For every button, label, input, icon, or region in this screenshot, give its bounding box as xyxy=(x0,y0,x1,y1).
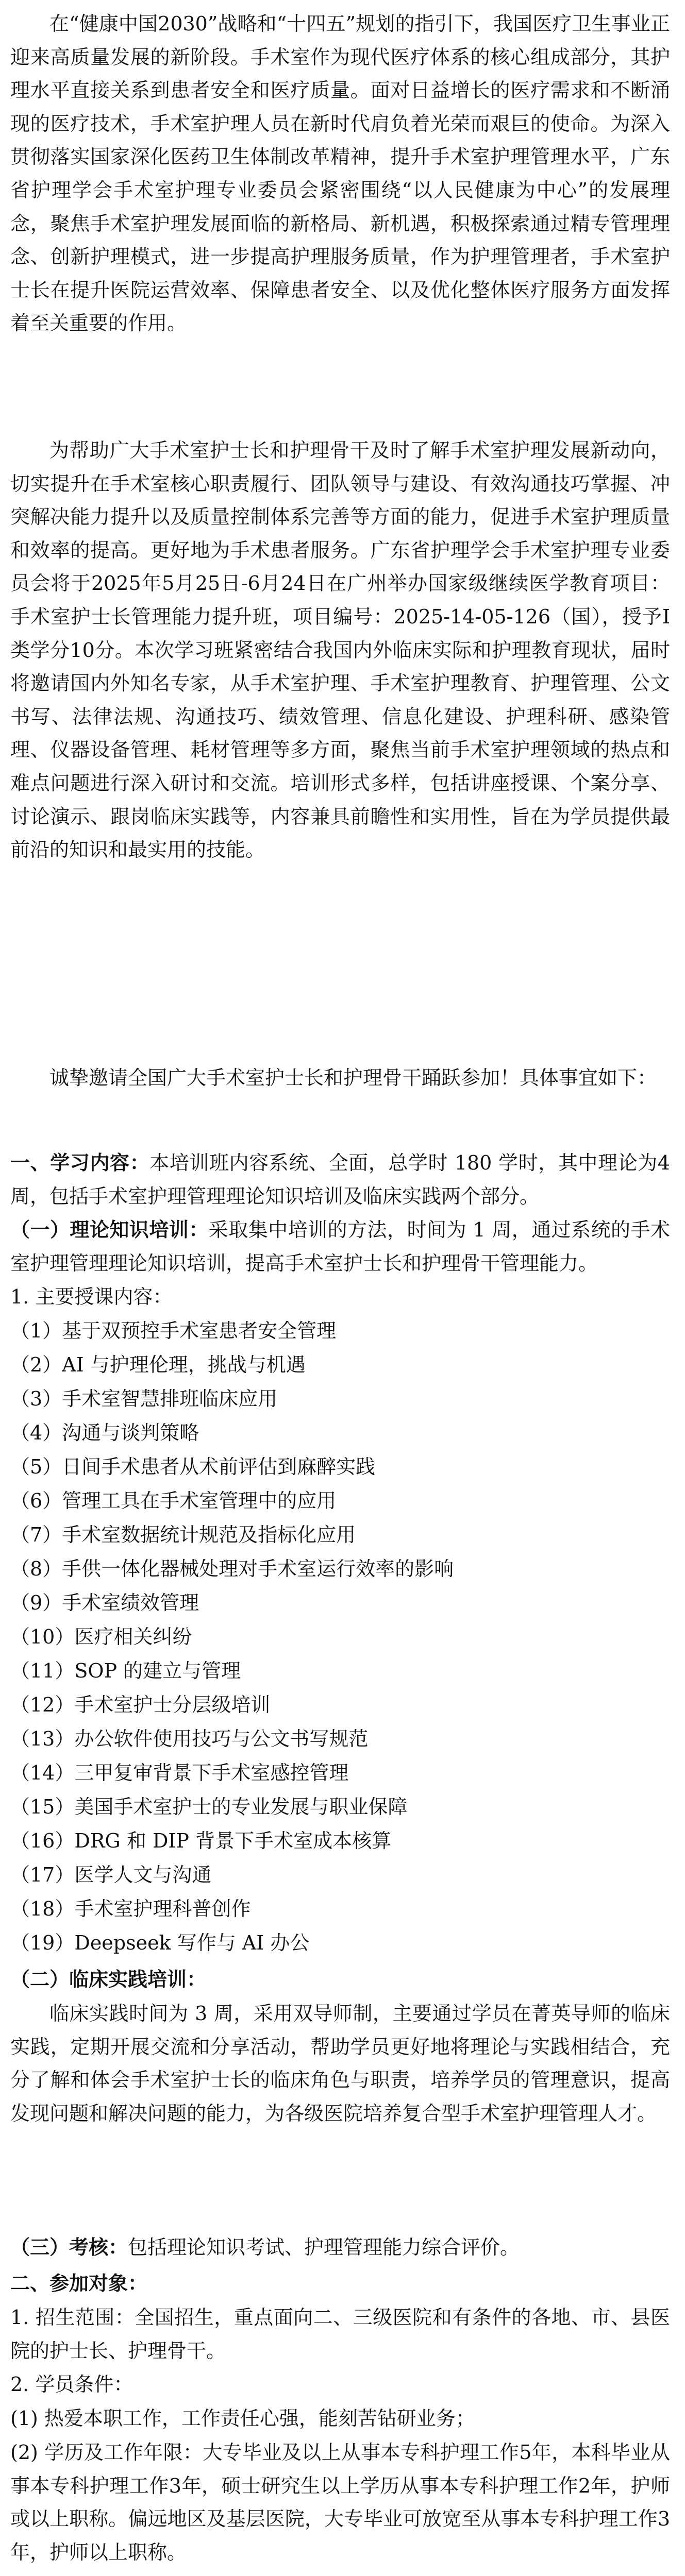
assessment-line xyxy=(10,2231,670,2264)
list-item: （4）沟通与谈判策略 xyxy=(10,1421,199,1444)
list-item: (1) 热爱本职工作，工作责任心强，能刻苦钻研业务； xyxy=(10,2407,475,2430)
list-item: （19）Deepseek 写作与 AI 办公 xyxy=(10,1931,310,1954)
assessment-text: 包括理论知识考试、护理管理能力综合评价。 xyxy=(128,2236,520,2259)
theory-subtitle: （一）理论知识培训： xyxy=(10,1218,209,1241)
section-1-content xyxy=(10,1146,670,1213)
clinical-subtitle: （二）临床实践培训： xyxy=(10,1968,207,1991)
list-item: （2）AI 与护理伦理，挑战与机遇 xyxy=(10,1353,306,1376)
list-item: (2) 学历及工作年限：大专毕业及以上从事本专科护理工作5年，本科毕业从事本专科护理工作3年，硕士研究生以上学历从事本专科护理工作2年，护师或以上职称。偏远地区及基层医院，大专毕业可放宽至从事本专科护理工作3年，护师以上职称。 xyxy=(10,2441,670,2564)
list-item: （13）办公软件使用技巧与公文书写规范 xyxy=(10,1727,369,1750)
section-1-title: 一、学习内容： xyxy=(10,1151,150,1174)
list-item: （11）SOP 的建立与管理 xyxy=(10,1659,241,1682)
list-item: （18）手术室护理科普创作 xyxy=(10,1897,251,1920)
theory-text: 采取集中培训的方法，时间为 1 周，通过系统的手术室护理管理理论知识培训，提高手术室护士长和护理骨干管理能力。 xyxy=(10,1218,670,1275)
list-item: （8）手供一体化器械处理对手术室运行效率的影响 xyxy=(10,1557,454,1580)
list-item: （7）手术室数据统计规范及指标化应用 xyxy=(10,1523,356,1546)
section-1-text: 本培训班内容系统、全面，总学时 180 学时，其中理论为4周，包括手术室护理管理理论知识培训及临床实践两个部分。 xyxy=(10,1151,670,1208)
clinical-text: 临床实践时间为 3 周，采用双导师制，主要通过学员在菁英导师的临床实践，定期开展交流和分享活动，帮助学员更好地将理论与实践相结合，充分了解和体会手术室护士长的临床角色与职责，培养学员的管理意识，提高发现问题和解决问题的能力，为各级医院培养复合型手术室护理管理人才。 xyxy=(10,2002,670,2125)
intro-paragraph-2: 为帮助广大手术室护士长和护理骨干及时了解手术室护理发展新动向，切实提升在手术室核心职责履行、团队领导与建设、有效沟通技巧掌握、冲突解决能力提升以及质量控制体系完善等方面的能力，促进手术室护理质量和效率的提高。更好地为手术患者服务。广东省护理学会手术室护理专业委员会将于2025年5月25日-6月24日在广州举办国家级继续医学教育项目：手术室护士长管理能力提升班，项目编号：2025-14-05-126（国），授予I类学分10分。本次学习班紧密结合我国内外临床实际和护理教育现状，届时将邀请国内外知名专家，从手术室护理、手术室护理教育、护理管理、公文书写、法律法规、沟通技巧、绩效管理、信息化建设、护理科研、感染管理、仪器设备管理、耗材管理等多方面，聚焦当前手术室护理领域的热点和难点问题进行深入研讨和交流。培训形式多样，包括讲座授课、个案分享、讨论演示、跟岗临床实践等，内容兼具前瞻性和实用性，旨在为学员提供最前沿的知识和最实用的技能。 xyxy=(10,439,670,861)
section-1-theory xyxy=(10,1213,670,1280)
intro-paragraph-1: 在“健康中国2030”战略和“十四五”规划的指引下，我国医疗卫生事业正迎来高质量发展的新阶段。手术室作为现代医疗体系的核心组成部分，其护理水平直接关系到患者安全和医疗质量。面对日益增长的医疗需求和不断涌现的医疗技术，手术室护理人员在新时代肩负着光荣而艰巨的使命。为深入贯彻落实国家深化医药卫生体制改革精神，提升手术室护理管理水平，广东省护理学会手术室护理专业委员会紧密围绕“以人民健康为中心”的发展理念，聚焦手术室护理发展面临的新格局、新机遇，积极探索通过精专管理理念、创新护理模式，进一步提高护理服务质量，作为护理管理者，手术室护士长在提升医院运营效率、保障患者安全、以及优化整体医疗服务方面发挥着至关重要的作用。 xyxy=(10,12,670,335)
welcome-text: 诚挚邀请全国广大手术室护士长和护理骨干踊跃参加！具体事宜如下： xyxy=(49,1066,657,1089)
list-item: （3）手术室智慧排班临床应用 xyxy=(10,1387,278,1410)
list-item xyxy=(10,2572,670,2576)
list-item: （12）手术室护士分层级培训 xyxy=(10,1693,271,1716)
topics-title: 1. 主要授课内容： xyxy=(10,1285,173,1308)
list-item: （1）基于双预控手术室患者安全管理 xyxy=(10,1319,337,1342)
section-2-title: 二、参加对象： xyxy=(10,2272,148,2295)
list-item: 2. 学员条件： xyxy=(10,2373,133,2396)
list-item: （10）医疗相关纠纷 xyxy=(10,1625,192,1648)
list-item: （5）日间手术患者从术前评估到麻醉实践 xyxy=(10,1455,376,1478)
assessment-subtitle: （三）考核： xyxy=(10,2235,128,2259)
list-item: （6）管理工具在手术室管理中的应用 xyxy=(10,1489,337,1512)
list-item: （15）美国手术室护士的专业发展与职业保障 xyxy=(10,1795,408,1818)
list-item: （14）三甲复审背景下手术室感控管理 xyxy=(10,1761,349,1784)
list-item: 1. 招生范围：全国招生，重点面向二、三级医院和有条件的各地、市、县医院的护士长、护理骨干。 xyxy=(10,2306,670,2362)
list-item: （17）医学人文与沟通 xyxy=(10,1863,212,1886)
list-item: （16）DRG 和 DIP 背景下手术室成本核算 xyxy=(10,1829,392,1852)
list-item: （9）手术室绩效管理 xyxy=(10,1591,199,1614)
